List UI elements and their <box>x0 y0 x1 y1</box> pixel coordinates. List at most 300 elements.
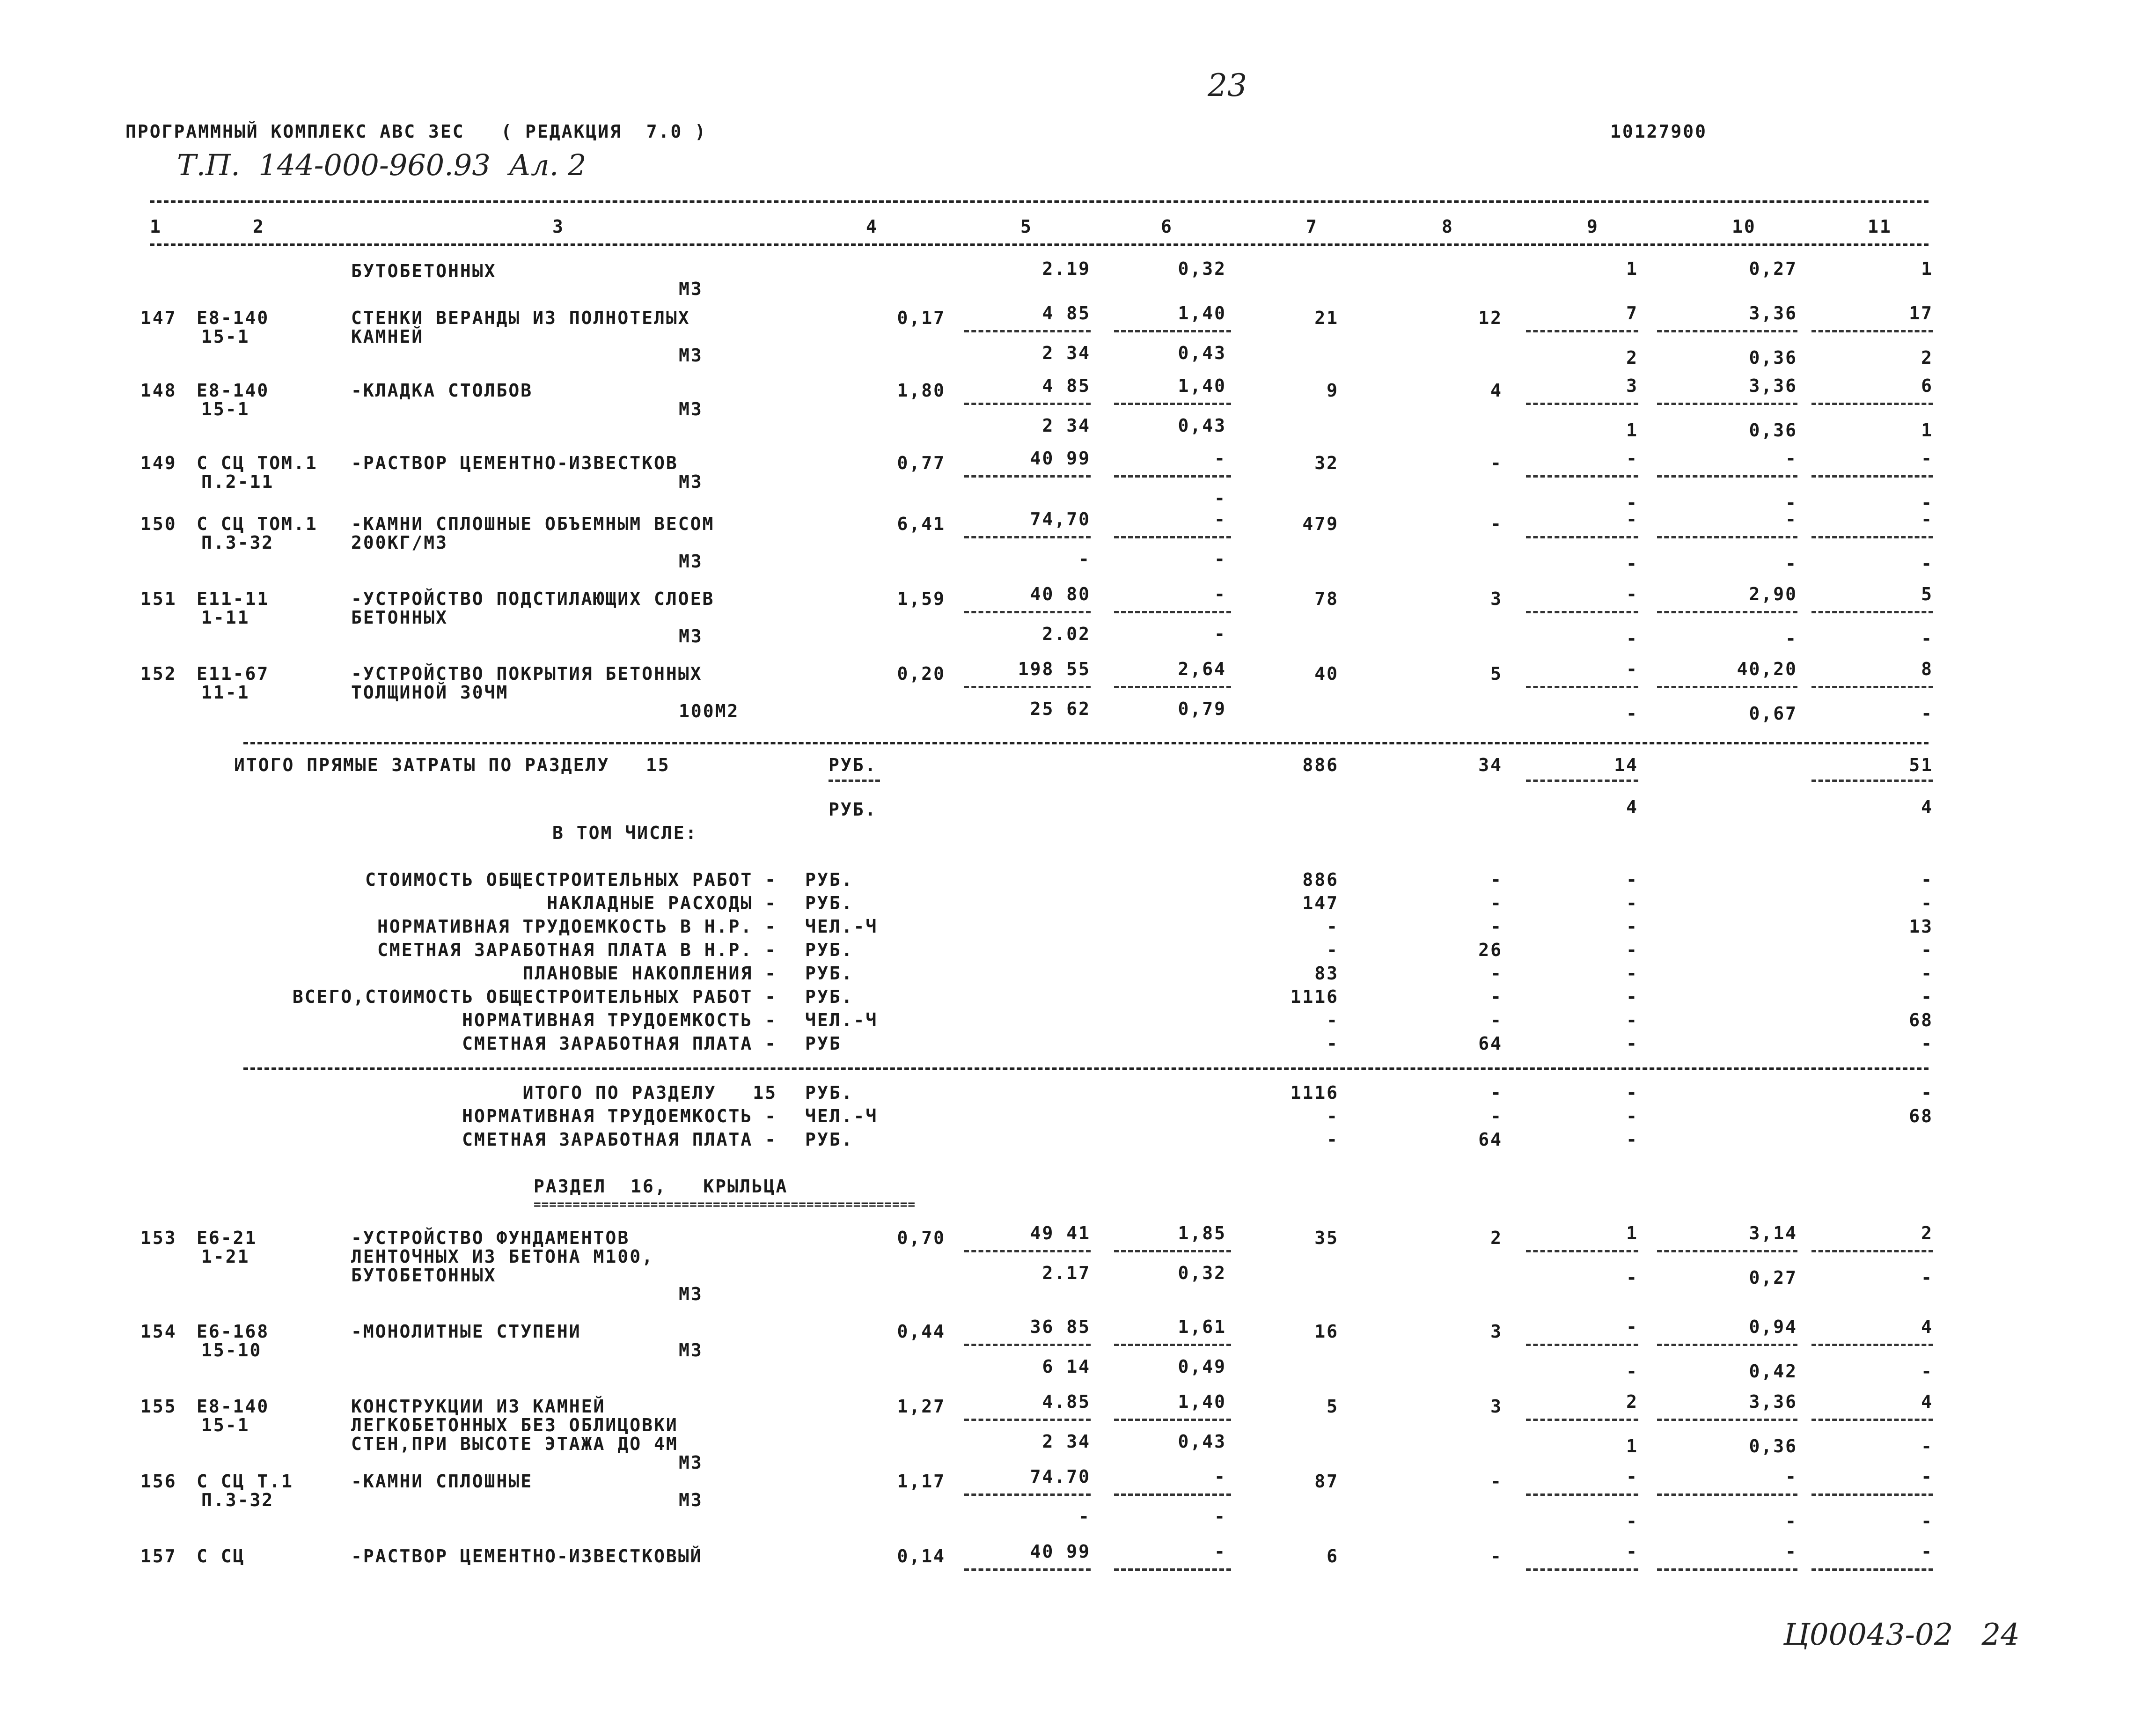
row-col8: - <box>1490 1546 1503 1567</box>
cell-subrule <box>1811 1568 1933 1571</box>
cell-subrule <box>1526 475 1638 478</box>
summary-label: СМЕТНАЯ ЗАРАБОТНАЯ ПЛАТА - <box>462 1033 777 1054</box>
summary-c7: - <box>1327 940 1339 960</box>
row-col9-b: - <box>1626 1511 1638 1531</box>
summary-c9: - <box>1626 869 1638 890</box>
row-col10: 3,14 <box>1749 1223 1797 1243</box>
row-description: ТОЛЩИНОЙ 30ЧМ <box>351 682 509 703</box>
row-col8: 2 <box>1490 1228 1503 1248</box>
row-qty: 1,27 <box>897 1396 946 1417</box>
cell-subrule <box>1526 780 1638 782</box>
row-col9: - <box>1626 509 1638 530</box>
row-col11-b: - <box>1921 1436 1933 1457</box>
summary-c7: - <box>1327 1010 1339 1030</box>
row-qty: 0,17 <box>897 308 946 328</box>
row-subcode: 15-10 <box>201 1340 262 1361</box>
summary-c11: - <box>1921 940 1933 960</box>
cell-subrule <box>1114 686 1231 688</box>
row-col9: - <box>1626 1317 1638 1337</box>
row-subcode: 15-1 <box>201 399 250 419</box>
row-total-cost: 6 <box>1327 1546 1339 1567</box>
summary-end-rule <box>243 1067 1929 1070</box>
cell-subrule <box>1657 611 1797 613</box>
direct-total-unit-2: РУБ. <box>829 799 877 820</box>
cell-subrule <box>964 1568 1091 1571</box>
row-col11-b: - <box>1921 628 1933 649</box>
cell-subrule <box>1526 1419 1638 1421</box>
row-col10: - <box>1785 448 1797 469</box>
row-subcode: 15-1 <box>201 1415 250 1435</box>
cell-subrule <box>1114 475 1231 478</box>
row-machine-wage: 0,32 <box>1178 1263 1226 1283</box>
row-col9-b: 1 <box>1626 420 1638 441</box>
row-number: 156 <box>140 1471 177 1492</box>
row-col11-b: - <box>1921 553 1933 574</box>
row-unit-cost: 49 41 <box>1030 1223 1091 1243</box>
row-unit: М3 <box>679 1340 703 1361</box>
row-unit: М3 <box>679 551 703 572</box>
row-total-cost: 87 <box>1314 1471 1339 1492</box>
summary-label: ВСЕГО,СТОИМОСТЬ ОБЩЕСТРОИТЕЛЬНЫХ РАБОТ - <box>292 986 777 1007</box>
cell-subrule <box>1526 611 1638 613</box>
column-header-2: 2 <box>253 216 265 237</box>
row-col10: - <box>1785 1466 1797 1487</box>
row-machine-wage: - <box>1214 1506 1226 1527</box>
row-total-cost: 21 <box>1314 308 1339 328</box>
row-col11: - <box>1921 1466 1933 1487</box>
cell-subrule <box>1811 330 1933 332</box>
carry-desc: БУТОБЕТОННЫХ <box>351 261 497 281</box>
cell-subrule <box>1657 686 1797 688</box>
row-number: 151 <box>140 588 177 609</box>
summary-label: НАКЛАДНЫЕ РАСХОДЫ - <box>547 893 777 913</box>
row-machine-wage: - <box>1214 549 1226 569</box>
cell-subrule <box>1526 1568 1638 1571</box>
row-qty: 0,20 <box>897 663 946 684</box>
direct-total-c8: 34 <box>1478 755 1503 775</box>
direct-total-c9-b: 4 <box>1626 797 1638 817</box>
row-description: БЕТОННЫХ <box>351 607 448 628</box>
row-col11-b: - <box>1921 493 1933 513</box>
summary-unit: РУБ. <box>805 1082 854 1103</box>
carry-c5: 2.19 <box>1042 258 1091 279</box>
row-col11: 5 <box>1921 584 1933 604</box>
row-col9-b: - <box>1626 1267 1638 1288</box>
summary-c11: - <box>1921 963 1933 984</box>
row-machine-cost: - <box>1214 448 1226 469</box>
summary-c7: 83 <box>1314 963 1339 984</box>
cell-subrule <box>1657 330 1797 332</box>
row-unit-cost: 74,70 <box>1030 509 1091 530</box>
summary-c8: - <box>1490 1082 1503 1103</box>
row-unit-cost: 40 80 <box>1030 584 1091 604</box>
summary-c8: - <box>1490 963 1503 984</box>
row-qty: 1,59 <box>897 588 946 609</box>
cell-subrule <box>1526 330 1638 332</box>
row-machine-cost: 2,64 <box>1178 659 1226 679</box>
row-subcode: 11-1 <box>201 682 250 703</box>
row-total-cost: 16 <box>1314 1321 1339 1342</box>
column-header-11: 11 <box>1868 216 1892 237</box>
row-col8: - <box>1490 514 1503 534</box>
row-description: -МОНОЛИТНЫЕ СТУПЕНИ <box>351 1321 581 1342</box>
column-header-9: 9 <box>1587 216 1599 237</box>
summary-c7: - <box>1327 1106 1339 1126</box>
summary-c11: - <box>1921 893 1933 913</box>
cell-subrule <box>964 330 1091 332</box>
row-code: С СЦ ТОМ.1 <box>197 453 318 473</box>
row-description: -РАСТВОР ЦЕМЕНТНО-ИЗВЕСТКОВЫЙ <box>351 1546 703 1567</box>
row-qty: 0,44 <box>897 1321 946 1342</box>
row-qty: 1,17 <box>897 1471 946 1492</box>
summary-c11: 13 <box>1909 916 1933 937</box>
row-col10: 3,36 <box>1749 375 1797 396</box>
row-col10-b: 0,36 <box>1749 347 1797 368</box>
row-machine-wage: 0,49 <box>1178 1356 1226 1377</box>
row-subcode: П.3-32 <box>201 1490 274 1510</box>
column-header-1: 1 <box>150 216 162 237</box>
row-description: ЛЕНТОЧНЫХ ИЗ БЕТОНА М100, <box>351 1246 654 1267</box>
row-unit-cost-wage: 2 34 <box>1042 1431 1091 1452</box>
row-col8: - <box>1490 1471 1503 1492</box>
row-total-cost: 40 <box>1314 663 1339 684</box>
row-col9-b: 2 <box>1626 347 1638 368</box>
row-col8: 3 <box>1490 1321 1503 1342</box>
cell-subrule <box>829 780 880 782</box>
summary-c7: 1116 <box>1290 986 1339 1007</box>
row-col10-b: - <box>1785 628 1797 649</box>
row-description: КАМНЕЙ <box>351 326 424 347</box>
table-top-rule <box>150 200 1929 203</box>
carry-c10: 0,27 <box>1749 258 1797 279</box>
summary-unit: РУБ. <box>805 986 854 1007</box>
row-unit: М3 <box>679 626 703 647</box>
program-header: ПРОГРАММНЫЙ КОМПЛЕКС АВС 3ЕС ( РЕДАКЦИЯ 7.0 ) <box>125 121 707 142</box>
row-unit: М3 <box>679 1452 703 1473</box>
cell-subrule <box>964 475 1091 478</box>
row-machine-cost: 1,61 <box>1178 1317 1226 1337</box>
direct-total-unit: РУБ. <box>829 755 877 775</box>
row-description: -КЛАДКА СТОЛБОВ <box>351 380 533 401</box>
row-code: Е6-21 <box>197 1228 257 1248</box>
row-qty: 0,70 <box>897 1228 946 1248</box>
cell-subrule <box>1114 330 1231 332</box>
summary-unit: РУБ. <box>805 1129 854 1150</box>
row-col10: - <box>1785 1541 1797 1562</box>
row-col9: - <box>1626 584 1638 604</box>
summary-c9: - <box>1626 916 1638 937</box>
row-col10: 3,36 <box>1749 1391 1797 1412</box>
column-header-7: 7 <box>1306 216 1318 237</box>
row-col9-b: - <box>1626 493 1638 513</box>
row-col11: - <box>1921 1541 1933 1562</box>
row-unit-cost-wage: 2.17 <box>1042 1263 1091 1283</box>
row-number: 149 <box>140 453 177 473</box>
row-subcode: П.3-32 <box>201 532 274 553</box>
summary-c8: - <box>1490 893 1503 913</box>
cell-subrule <box>964 1493 1091 1496</box>
row-code: Е8-140 <box>197 308 270 328</box>
page-number: 23 <box>1208 67 1247 103</box>
row-col11: 4 <box>1921 1317 1933 1337</box>
row-col8: 5 <box>1490 663 1503 684</box>
row-unit-cost: 4.85 <box>1042 1391 1091 1412</box>
summary-c9: - <box>1626 1106 1638 1126</box>
carry-c9: 1 <box>1626 258 1638 279</box>
summary-label: ПЛАНОВЫЕ НАКОПЛЕНИЯ - <box>522 963 777 984</box>
cell-subrule <box>1114 403 1231 405</box>
summary-c7: - <box>1327 1129 1339 1150</box>
row-col11-b: 1 <box>1921 420 1933 441</box>
cell-subrule <box>1657 1568 1797 1571</box>
row-subcode: 1-21 <box>201 1246 250 1267</box>
column-header-8: 8 <box>1442 216 1454 237</box>
summary-unit: ЧЕЛ.-Ч <box>805 1106 878 1126</box>
including-label: В ТОМ ЧИСЛЕ: <box>552 823 698 843</box>
cell-subrule <box>1114 1493 1231 1496</box>
cell-subrule <box>1526 686 1638 688</box>
summary-c8: - <box>1490 1106 1503 1126</box>
row-unit: М3 <box>679 399 703 419</box>
row-machine-wage: 0,79 <box>1178 699 1226 719</box>
row-unit-cost-wage: - <box>1078 549 1091 569</box>
cell-subrule <box>964 686 1091 688</box>
row-code: Е11-67 <box>197 663 270 684</box>
column-header-10: 10 <box>1732 216 1756 237</box>
row-code: Е8-140 <box>197 1396 270 1417</box>
row-unit-cost: 198 55 <box>1018 659 1091 679</box>
carry-unit: М3 <box>679 279 703 299</box>
row-total-cost: 32 <box>1314 453 1339 473</box>
cell-subrule <box>964 1344 1091 1346</box>
summary-c7: 1116 <box>1290 1082 1339 1103</box>
row-subcode: 15-1 <box>201 326 250 347</box>
cell-subrule <box>1526 536 1638 538</box>
summary-c9: - <box>1626 1082 1638 1103</box>
row-machine-cost: 1,40 <box>1178 1391 1226 1412</box>
row-unit-cost: 40 99 <box>1030 1541 1091 1562</box>
row-col11-b: 2 <box>1921 347 1933 368</box>
row-number: 154 <box>140 1321 177 1342</box>
row-col11: 6 <box>1921 375 1933 396</box>
cell-subrule <box>1811 1419 1933 1421</box>
section-16-title: РАЗДЕЛ 16, КРЫЛЬЦА <box>534 1176 788 1197</box>
row-unit-cost: 4 85 <box>1042 375 1091 396</box>
row-unit-cost: 74.70 <box>1030 1466 1091 1487</box>
row-machine-cost: 1,40 <box>1178 303 1226 324</box>
summary-c8: - <box>1490 916 1503 937</box>
cell-subrule <box>1526 1493 1638 1496</box>
footer-code: Ц00043-02 24 <box>1783 1618 2020 1652</box>
row-col9-b: 1 <box>1626 1436 1638 1457</box>
summary-unit: РУБ. <box>805 963 854 984</box>
row-unit-cost-wage: - <box>1078 1506 1091 1527</box>
cell-subrule <box>1657 403 1797 405</box>
cell-subrule <box>1811 1493 1933 1496</box>
table-header-rule <box>150 243 1929 246</box>
row-col8: 3 <box>1490 588 1503 609</box>
row-number: 147 <box>140 308 177 328</box>
cell-subrule <box>1811 686 1933 688</box>
cell-subrule <box>1114 1419 1231 1421</box>
row-col10-b: 0,42 <box>1749 1361 1797 1382</box>
cell-subrule <box>1811 780 1933 782</box>
row-machine-wage: 0,43 <box>1178 1431 1226 1452</box>
summary-label: СТОИМОСТЬ ОБЩЕСТРОИТЕЛЬНЫХ РАБОТ - <box>365 869 777 890</box>
row-code: Е8-140 <box>197 380 270 401</box>
carry-c6: 0,32 <box>1178 258 1226 279</box>
row-col8: 12 <box>1478 308 1503 328</box>
summary-c11: - <box>1921 1033 1933 1054</box>
summary-c11: - <box>1921 1082 1933 1103</box>
row-description: КОНСТРУКЦИИ ИЗ КАМНЕЙ <box>351 1396 606 1417</box>
direct-total-c11: 51 <box>1909 755 1933 775</box>
row-machine-wage: 0,43 <box>1178 415 1226 436</box>
row-description: -КАМНИ СПЛОШНЫЕ <box>351 1471 533 1492</box>
direct-total-c11-b: 4 <box>1921 797 1933 817</box>
row-code: С СЦ <box>197 1546 245 1567</box>
row-col11: 8 <box>1921 659 1933 679</box>
cell-subrule <box>1114 1568 1231 1571</box>
row-number: 153 <box>140 1228 177 1248</box>
cell-subrule <box>1657 1344 1797 1346</box>
row-total-cost: 9 <box>1327 380 1339 401</box>
row-col10: 2,90 <box>1749 584 1797 604</box>
cell-subrule <box>1526 1250 1638 1252</box>
cell-subrule <box>1811 1344 1933 1346</box>
summary-unit: РУБ <box>805 1033 842 1054</box>
summary-c8: 26 <box>1478 940 1503 960</box>
row-machine-wage: - <box>1214 624 1226 644</box>
row-description: -КАМНИ СПЛОШНЫЕ ОБЪЕМНЫМ ВЕСОМ <box>351 514 715 534</box>
row-number: 155 <box>140 1396 177 1417</box>
row-total-cost: 78 <box>1314 588 1339 609</box>
cell-subrule <box>1657 1250 1797 1252</box>
summary-c8: - <box>1490 1010 1503 1030</box>
cell-subrule <box>1657 475 1797 478</box>
row-col9-b: - <box>1626 1361 1638 1382</box>
row-col10: - <box>1785 509 1797 530</box>
row-col9: - <box>1626 448 1638 469</box>
summary-c9: - <box>1626 1010 1638 1030</box>
summary-label: НОРМАТИВНАЯ ТРУДОЕМКОСТЬ В Н.Р. - <box>377 916 777 937</box>
section-15-end-rule <box>243 742 1929 744</box>
summary-label: СМЕТНАЯ ЗАРАБОТНАЯ ПЛАТА В Н.Р. - <box>377 940 777 960</box>
cell-subrule <box>964 1250 1091 1252</box>
summary-c9: - <box>1626 893 1638 913</box>
summary-c7: 886 <box>1302 869 1339 890</box>
row-col10-b: 0,27 <box>1749 1267 1797 1288</box>
cell-subrule <box>1811 1250 1933 1252</box>
cell-subrule <box>1657 536 1797 538</box>
row-code: С СЦ Т.1 <box>197 1471 294 1492</box>
row-col11-b: - <box>1921 1267 1933 1288</box>
summary-label: НОРМАТИВНАЯ ТРУДОЕМКОСТЬ - <box>462 1010 777 1030</box>
row-number: 150 <box>140 514 177 534</box>
summary-unit: РУБ. <box>805 940 854 960</box>
row-unit-cost-wage: 2 34 <box>1042 343 1091 363</box>
row-col11-b: - <box>1921 1511 1933 1531</box>
cell-subrule <box>1526 403 1638 405</box>
row-code: Е11-11 <box>197 588 270 609</box>
row-code: С СЦ ТОМ.1 <box>197 514 318 534</box>
cell-subrule <box>1657 1493 1797 1496</box>
row-total-cost: 479 <box>1302 514 1339 534</box>
row-total-cost: 5 <box>1327 1396 1339 1417</box>
row-unit-cost: 36 85 <box>1030 1317 1091 1337</box>
row-col11-b: - <box>1921 703 1933 724</box>
row-col11: 4 <box>1921 1391 1933 1412</box>
column-header-4: 4 <box>866 216 878 237</box>
summary-unit: ЧЕЛ.-Ч <box>805 1010 878 1030</box>
summary-label: ИТОГО ПО РАЗДЕЛУ 15 <box>522 1082 777 1103</box>
row-col9: 7 <box>1626 303 1638 324</box>
row-description: -УСТРОЙСТВО ПОКРЫТИЯ БЕТОННЫХ <box>351 663 703 684</box>
column-header-3: 3 <box>552 216 565 237</box>
summary-c9: - <box>1626 940 1638 960</box>
row-col10: 0,94 <box>1749 1317 1797 1337</box>
row-unit-cost-wage: 25 62 <box>1030 699 1091 719</box>
row-qty: 1,80 <box>897 380 946 401</box>
row-description: -РАСТВОР ЦЕМЕНТНО-ИЗВЕСТКОВ <box>351 453 678 473</box>
row-qty: 6,41 <box>897 514 946 534</box>
row-col9: 1 <box>1626 1223 1638 1243</box>
column-header-6: 6 <box>1161 216 1173 237</box>
row-col11: - <box>1921 448 1933 469</box>
row-description: СТЕНКИ ВЕРАНДЫ ИЗ ПОЛНОТЕЛЫХ <box>351 308 690 328</box>
row-col8: 4 <box>1490 380 1503 401</box>
row-unit-cost-wage: 2.02 <box>1042 624 1091 644</box>
direct-total-c7: 886 <box>1302 755 1339 775</box>
cell-subrule <box>1526 1344 1638 1346</box>
row-machine-cost: - <box>1214 1466 1226 1487</box>
row-unit-cost: 4 85 <box>1042 303 1091 324</box>
row-total-cost: 35 <box>1314 1228 1339 1248</box>
row-description: -УСТРОЙСТВО ПОДСТИЛАЮЩИХ СЛОЕВ <box>351 588 715 609</box>
row-col10-b: 0,67 <box>1749 703 1797 724</box>
cell-subrule <box>1114 1250 1231 1252</box>
row-col10: 40,20 <box>1737 659 1797 679</box>
row-col9: - <box>1626 1466 1638 1487</box>
summary-c8: 64 <box>1478 1033 1503 1054</box>
row-col10-b: 0,36 <box>1749 420 1797 441</box>
cell-subrule <box>1114 1344 1231 1346</box>
row-qty: 0,14 <box>897 1546 946 1567</box>
row-col9: 3 <box>1626 375 1638 396</box>
row-qty: 0,77 <box>897 453 946 473</box>
row-col10-b: - <box>1785 553 1797 574</box>
row-machine-cost: - <box>1214 1541 1226 1562</box>
summary-c9: - <box>1626 1033 1638 1054</box>
row-col10-b: 0,36 <box>1749 1436 1797 1457</box>
row-col11: 2 <box>1921 1223 1933 1243</box>
cell-subrule <box>964 1419 1091 1421</box>
row-description: 200КГ/М3 <box>351 532 448 553</box>
row-description: -УСТРОЙСТВО ФУНДАМЕНТОВ <box>351 1228 630 1248</box>
summary-c7: - <box>1327 916 1339 937</box>
row-col11: 17 <box>1909 303 1933 324</box>
summary-c11: 68 <box>1909 1010 1933 1030</box>
row-machine-wage: 0,43 <box>1178 343 1226 363</box>
summary-c7: 147 <box>1302 893 1339 913</box>
row-col10-b: - <box>1785 493 1797 513</box>
row-machine-cost: - <box>1214 584 1226 604</box>
cell-subrule <box>1114 536 1231 538</box>
direct-total-label: ИТОГО ПРЯМЫЕ ЗАТРАТЫ ПО РАЗДЕЛУ 15 <box>234 755 670 775</box>
summary-c8: 64 <box>1478 1129 1503 1150</box>
summary-unit: РУБ. <box>805 893 854 913</box>
row-unit-cost-wage: 6 14 <box>1042 1356 1091 1377</box>
